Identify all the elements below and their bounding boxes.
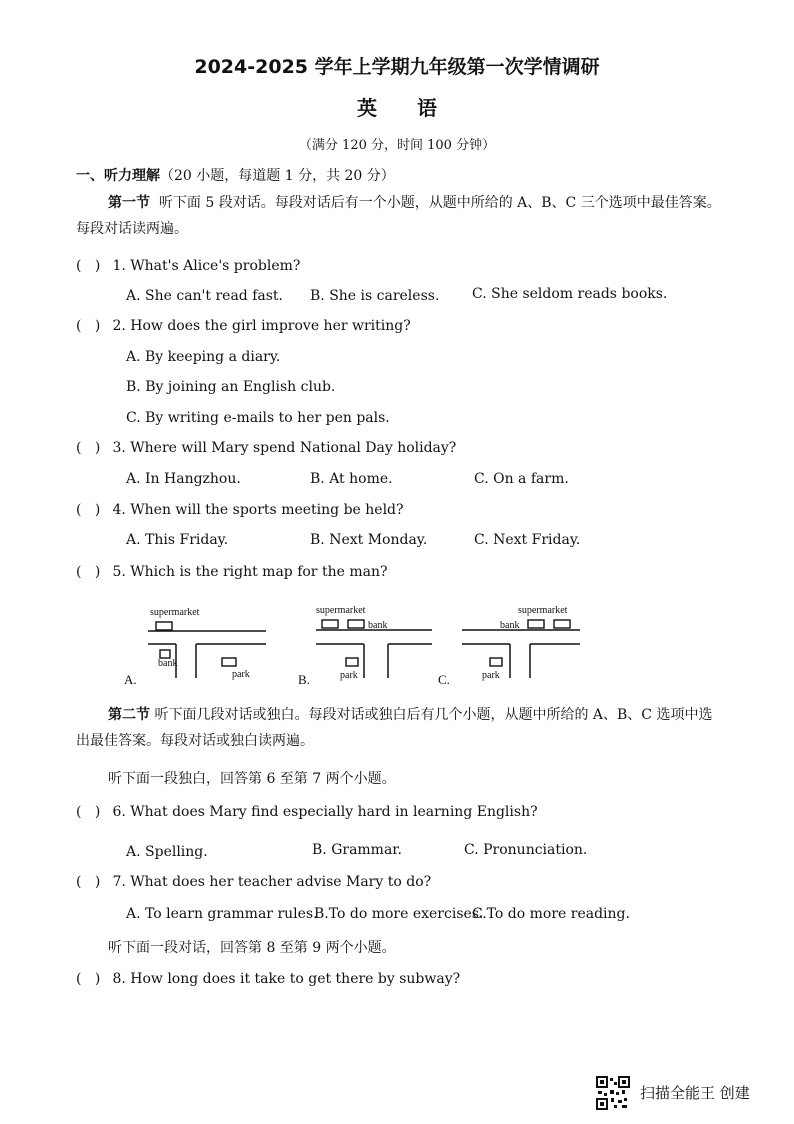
q3-option-b: B. At home. [310,471,393,487]
scanner-watermark: 扫描全能王 创建 [640,1084,750,1102]
map-b-letter: B. [298,672,310,687]
answer-blank[interactable]: ( ) [76,804,101,820]
answer-blank[interactable]: ( ) [76,440,101,456]
answer-blank[interactable]: ( ) [76,258,101,274]
q3-option-a: A. In Hangzhou. [126,471,241,487]
answer-blank[interactable]: ( ) [76,564,101,580]
question-stem: 7. What does her teacher advise Mary to do? [112,874,432,890]
question-stem: 4. When will the sports meeting be held? [112,502,404,518]
answer-blank[interactable]: ( ) [76,874,101,890]
subject-title: 英语 [357,96,477,120]
q5-maps [120,598,590,690]
q6-option-b: B. Grammar. [312,842,402,858]
q1-option-a: A. She can't read fast. [126,288,284,304]
map-b-supermarket-box [322,620,338,628]
q4-option-a: A. This Friday. [126,532,229,548]
section2-instructions [76,702,726,754]
exam-title: 2024-2025 学年上学期九年级第一次学情调研 [194,56,600,78]
map-c-supermarket-label: supermarket [518,605,568,616]
q1-option-c: C. She seldom reads books. [472,286,668,302]
q7-option-c: C.To do more reading. [472,906,630,922]
map-c-letter: C. [438,672,450,687]
map-a-park-box [222,658,236,666]
q4-option-c: C. Next Friday. [474,532,581,548]
section2-text: 听下面几段对话或独白。每段对话或独白后有几个小题，从题中所给的 A、B、C 选项中选出最佳答案。每段对话或独白读两遍。 [76,707,713,749]
part1-title: 一、听力理解 [76,168,160,184]
section1-text: 听下面 5 段对话。每段对话后有一个小题，从题中所给的 A、B、C 三个选项中最佳答案。每段对话读两遍。 [76,195,721,237]
q6-option-a: A. Spelling. [126,844,208,860]
map-c-park-label: park [482,670,500,681]
part1-note: （20 小题，每道题 1 分，共 20 分） [160,168,395,184]
map-c-bank-label: bank [500,620,520,631]
question-stem: 3. Where will Mary spend National Day holiday? [112,440,457,456]
map-b-bank-box [348,620,364,628]
answer-blank[interactable]: ( ) [76,318,101,334]
map-a-letter: A. [124,672,137,687]
question-5 [76,564,387,580]
question-6 [76,804,538,820]
answer-blank[interactable]: ( ) [76,971,101,987]
map-b-park-label: park [340,670,358,681]
note-q8-q9: 听下面一段对话，回答第 8 至第 9 两个小题。 [108,940,396,956]
section2-label: 第二节 [108,707,150,723]
q6-option-c: C. Pronunciation. [464,842,588,858]
qr-code-icon [596,1076,630,1110]
question-2 [76,318,411,334]
exam-meta: （满分 120 分，时间 100 分钟） [298,138,496,153]
map-c-bank-box [528,620,544,628]
q2-option-c: C. By writing e-mails to her pen pals. [126,410,390,426]
map-c-park-box [490,658,502,666]
map-b-park-box [346,658,358,666]
question-stem: 8. How long does it take to get there by subway? [112,971,461,987]
question-7 [76,874,431,890]
note-q6-q7: 听下面一段独白，回答第 6 至第 7 两个小题。 [108,771,396,787]
map-b[interactable] [298,605,432,687]
q7-option-b: B.To do more exercises. [314,906,484,922]
q4-option-b: B. Next Monday. [310,532,428,548]
map-b-bank-label: bank [368,620,388,631]
question-1 [76,258,300,274]
map-a-supermarket-box [156,622,172,630]
map-b-supermarket-label: supermarket [316,605,366,616]
question-4 [76,502,404,518]
map-a[interactable] [124,607,266,687]
question-stem: 6. What does Mary find especially hard in learning English? [112,804,538,820]
q2-option-a: A. By keeping a diary. [126,349,281,365]
part1-heading [76,165,395,185]
section1-instructions [76,190,726,242]
map-a-supermarket-label: supermarket [150,607,200,618]
q7-option-a: A. To learn grammar rules. [126,906,318,922]
map-c[interactable] [438,605,580,687]
map-a-park-label: park [232,669,250,680]
section1-label: 第一节 [108,195,150,211]
q1-option-b: B. She is careless. [310,288,440,304]
answer-blank[interactable]: ( ) [76,502,101,518]
question-stem: 1. What's Alice's problem? [112,258,301,274]
question-stem: 5. Which is the right map for the man? [112,564,388,580]
map-c-supermarket-box [554,620,570,628]
map-a-bank-label: bank [158,658,178,669]
question-stem: 2. How does the girl improve her writing? [112,318,411,334]
question-8 [76,971,460,987]
map-a-bank-box [160,650,170,658]
question-3 [76,440,456,456]
q3-option-c: C. On a farm. [474,471,569,487]
q2-option-b: B. By joining an English club. [126,379,336,395]
